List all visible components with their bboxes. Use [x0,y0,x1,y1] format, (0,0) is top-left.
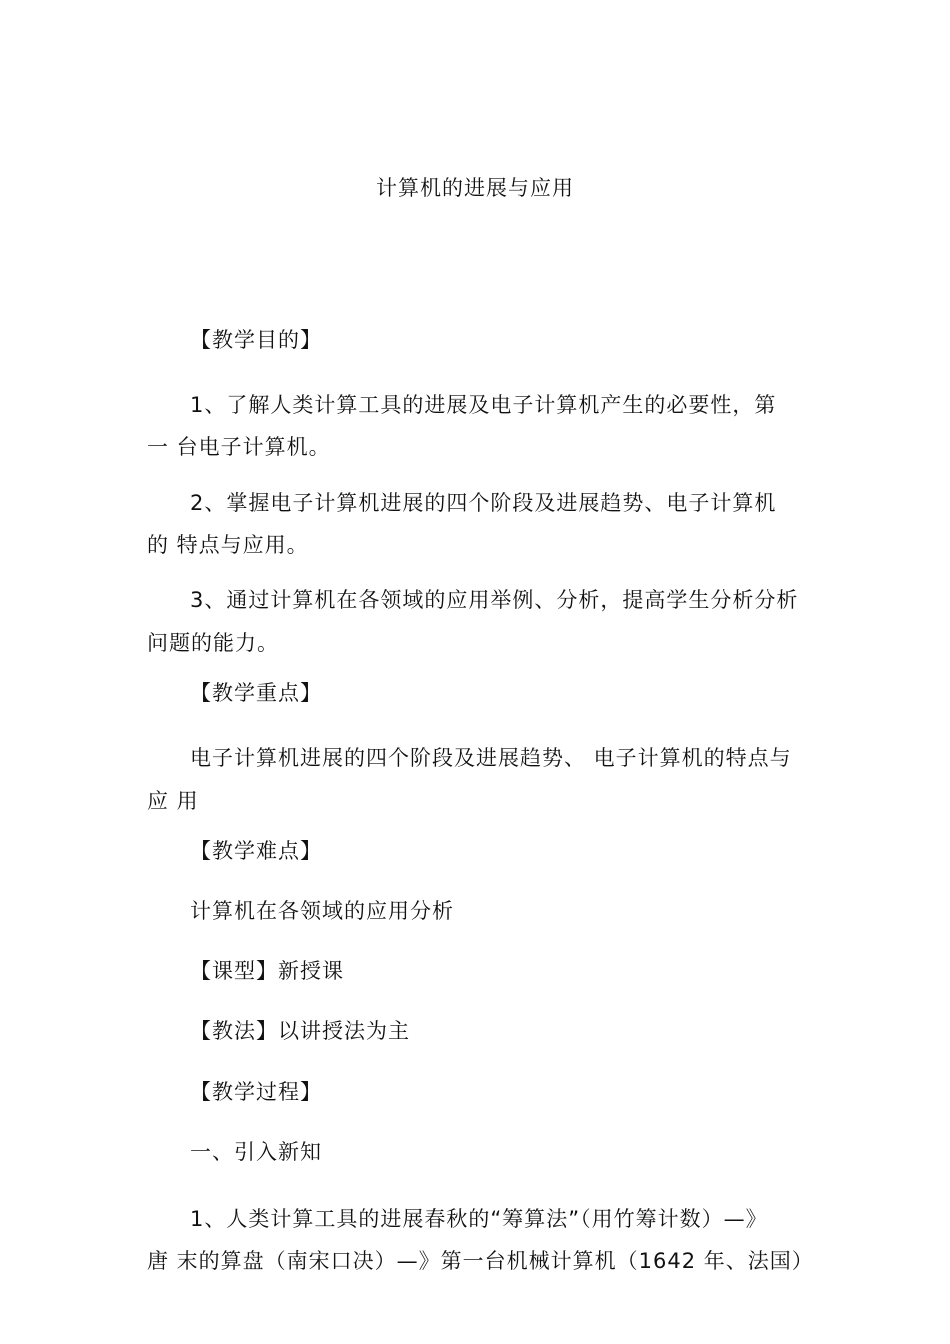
key-points-line-1: 电子计算机进展的四个阶段及进展趋势、 电子计算机的特点与 [190,746,792,770]
heading-difficulties: 【教学难点】 [190,839,322,863]
history-line-2: 唐 末的算盘（南宋口决）—》第一台机械计算机（1642 年、法国） [147,1249,814,1273]
section-introduction: 一、引入新知 [190,1140,322,1164]
objective-1-line-2: 一 台电子计算机。 [147,435,331,459]
objective-1-line-1: 1、了解人类计算工具的进展及电子计算机产生的必要性，第 [190,393,777,417]
heading-teaching-objectives: 【教学目的】 [190,328,322,352]
objective-2-line-2: 的 特点与应用。 [147,533,309,557]
difficulties-text: 计算机在各领域的应用分析 [190,899,454,923]
history-line-1: 1、人类计算工具的进展春秋的“筹算法”（用竹筹计数）—》 [190,1207,768,1231]
heading-key-points: 【教学重点】 [190,681,322,705]
objective-3-line-1: 3、通过计算机在各领域的应用举例、分析，提高学生分析分析 [190,588,799,612]
key-points-line-2: 应 用 [147,789,199,813]
objective-3-line-2: 问题的能力。 [147,631,279,655]
lesson-type: 【课型】新授课 [190,959,344,983]
objective-2-line-1: 2、掌握电子计算机进展的四个阶段及进展趋势、电子计算机 [190,491,777,515]
document-title: 计算机的进展与应用 [376,176,574,200]
teaching-method: 【教法】以讲授法为主 [190,1019,410,1043]
heading-teaching-process: 【教学过程】 [190,1080,322,1104]
